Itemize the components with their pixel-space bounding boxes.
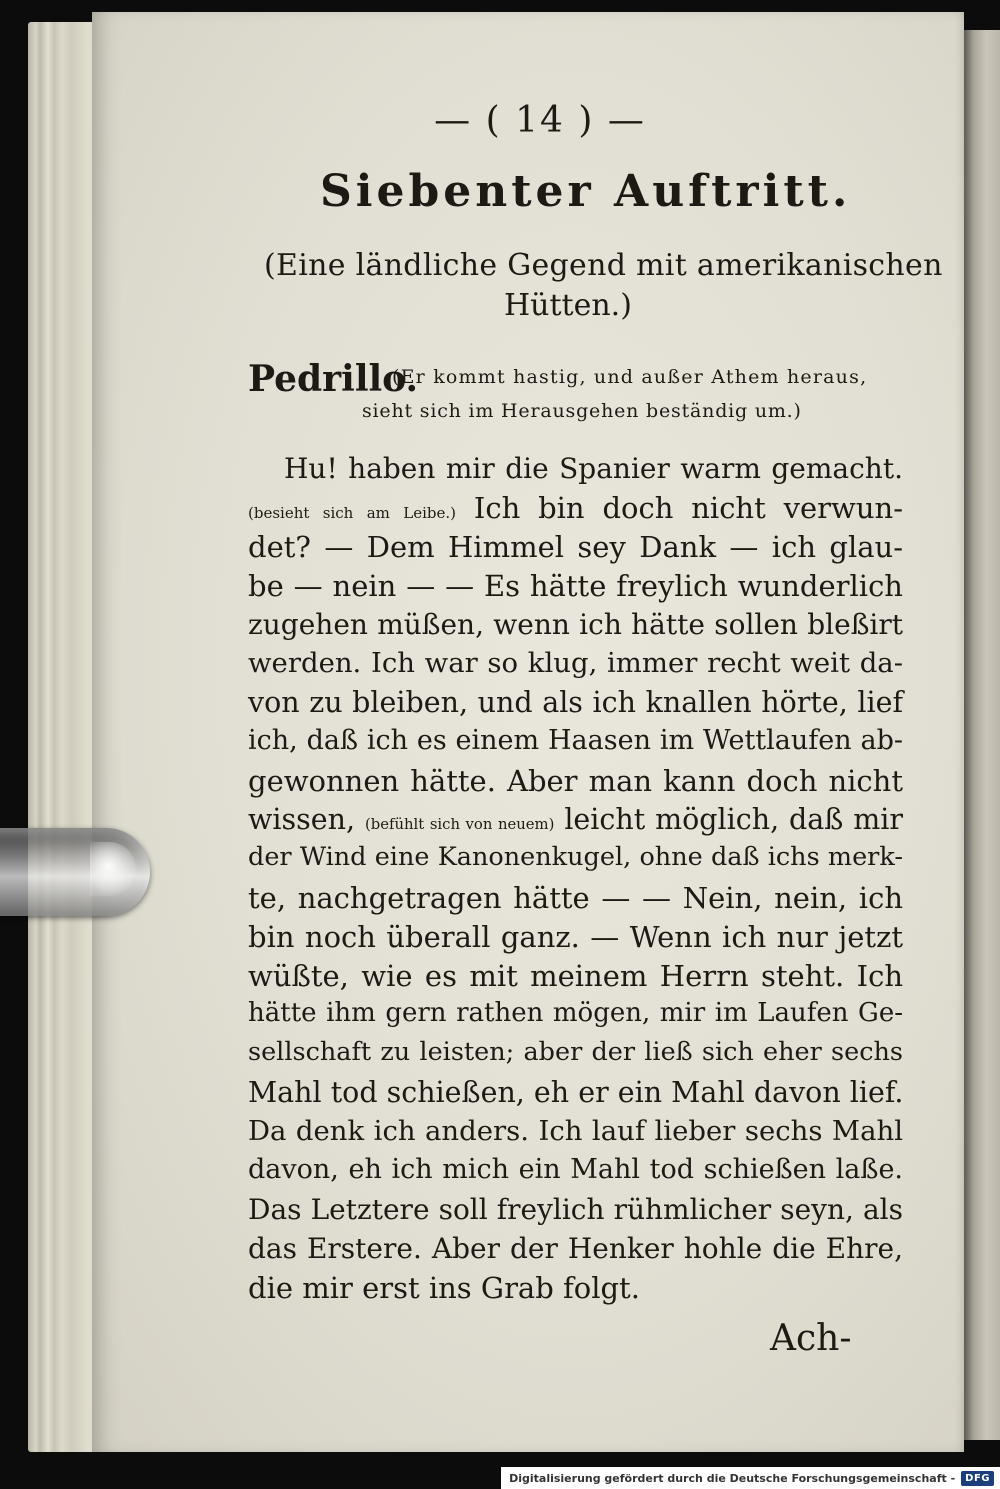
body-line <box>248 491 903 525</box>
body-line: das Erstere. Aber der Henker hohle die Ehre, <box>248 1232 903 1265</box>
body-line: hätte ihm gern rathen mögen, mir im Laufen Ge- <box>248 998 903 1028</box>
scene-title: Siebenter Auftritt. <box>320 166 852 217</box>
stage-aside: (befühlt sich von neuem) <box>364 816 555 833</box>
page-number: — ( 14 ) — <box>434 100 646 141</box>
body-line: die mir erst ins Grab folgt. <box>248 1271 640 1305</box>
body-line: davon, eh ich mich ein Mahl tod schießen laße. <box>248 1154 903 1185</box>
next-page-edge <box>964 30 1000 1440</box>
body-line: det? — Dem Himmel sey Dank — ich glau- <box>248 530 903 564</box>
body-line: te, nachgetragen hätte — — Nein, nein, ich <box>248 881 903 915</box>
body-text: Ich bin doch nicht verwun- <box>473 491 903 525</box>
body-line: gewonnen hätte. Aber man kann doch nicht <box>248 764 903 798</box>
catchword: Ach- <box>770 1318 852 1359</box>
body-line: be — nein — — Es hätte freylich wunderlich <box>248 569 903 603</box>
body-line: sellschaft zu leisten; aber der ließ sich eher sechs <box>248 1037 903 1067</box>
body-line: von zu bleiben, und als ich knallen hörte, lief <box>248 686 903 719</box>
body-line: Das Letztere soll freylich rühmlicher seyn, als <box>248 1193 903 1226</box>
body-line: ich, daß ich es einem Haasen im Wettlaufen ab- <box>248 725 903 756</box>
body-line: werden. Ich war so klug, immer recht weit da- <box>248 647 903 679</box>
footer-text: Digitalisierung gefördert durch die Deutsche Forschungsgemeinschaft - <box>509 1471 956 1485</box>
body-text: leicht möglich, daß mir <box>564 803 903 836</box>
stage-aside: (besieht sich am Leibe.) <box>248 504 457 522</box>
body-line: zugehen müßen, wenn ich hätte sollen bleßirt <box>248 608 903 641</box>
setting-line-1: (Eine ländliche Gegend mit amerikanischen <box>264 248 943 283</box>
body-line <box>248 803 903 836</box>
body-text: wissen, <box>248 803 356 836</box>
stage-direction-line-2: sieht sich im Herausgehen beständig um.) <box>362 400 802 422</box>
stage-direction-line-1: (Er kommt hastig, und außer Athem heraus, <box>392 366 868 388</box>
speaker-name: Pedrillo. <box>248 358 419 400</box>
body-line: Mahl tod schießen, eh er ein Mahl davon lief. <box>248 1076 904 1109</box>
digitization-footer <box>501 1467 1000 1489</box>
body-line: wüßte, wie es mit meinem Herrn steht. Ich <box>248 959 903 993</box>
setting-line-2: Hütten.) <box>504 288 632 323</box>
body-line: der Wind eine Kanonenkugel, ohne daß ichs merk- <box>248 842 903 872</box>
body-line: bin noch überall ganz. — Wenn ich nur jetzt <box>248 920 903 954</box>
body-line: Da denk ich anders. Ich lauf lieber sechs Mahl <box>248 1115 903 1147</box>
body-line: Hu! haben mir die Spanier warm gemacht. <box>284 452 903 485</box>
dfg-logo-icon: DFG <box>961 1471 994 1486</box>
